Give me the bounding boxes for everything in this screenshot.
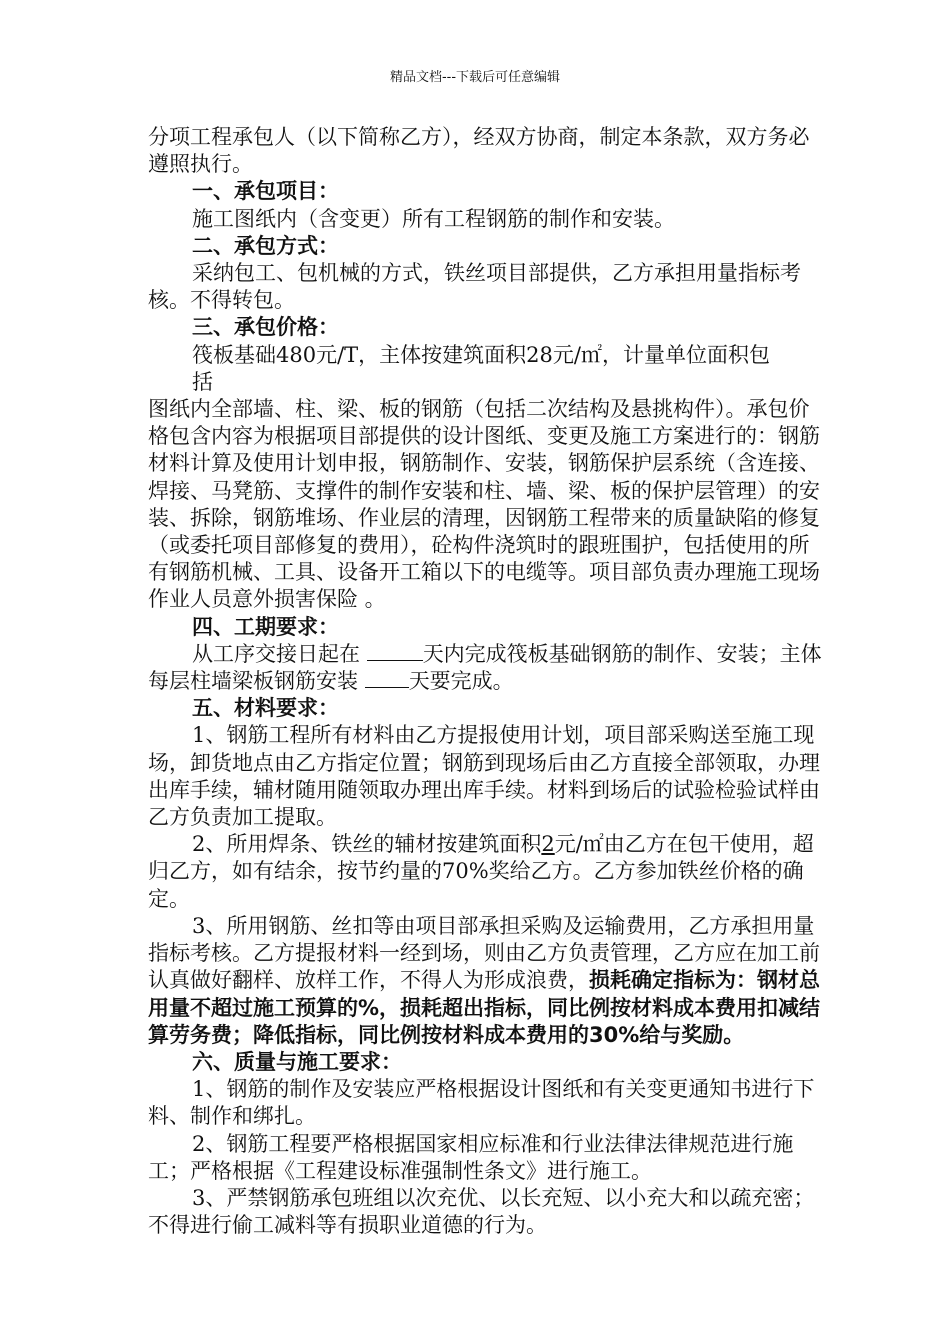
section-2-body: 采纳包工、包机械的方式，铁丝项目部提供，乙方承担用量指标考核。不得转包。 [148,261,801,313]
section-5-item-3 [148,913,828,1049]
schedule-text-1: 从工序交接日起在 [192,641,367,666]
days-blank-floor [365,669,409,688]
section-1-body: 施工图纸内（含变更）所有工程钢筋的制作和安装。 [192,206,675,231]
section-6-item-1: 1、钢筋的制作及安装应严格根据设计图纸和有关变更通知书进行下料、制作和绑扎。 [148,1077,815,1129]
loss-index-clause: 损耗确定指标为：钢材总用量不超过施工预算的%，损耗超出指标，同比例按材料成本费用扣减结算劳务费；降低指标，同比例按材料成本费用的30%给与奖励。 [148,968,821,1047]
section-1-title: 一、承包项目： [192,179,339,204]
section-2-title: 二、承包方式： [192,233,339,258]
schedule-text-2: 天内完成筏板基础钢筋的制作、安装；主体每层柱墙梁板钢筋安装 [148,641,822,694]
item-2-text-a: 2、所用焊条、铁丝的辅材按建筑面积 [192,832,542,857]
schedule-text-3: 天要完成。 [408,669,514,694]
section-3-body: 图纸内全部墙、柱、梁、板的钢筋（包括二次结构及悬挑构件）。承包价格包含内容为根据项目部提供的设计图纸、变更及施工方案进行的：钢筋材料计算及使用计划申报，钢筋制作、安装，钢筋保护层系统（含连接、焊接、马凳筋、支撑件的制作安装和柱、墙、梁、板的保护层管理）的安装、拆除，钢筋堆场、作业层的清理，因钢筋工程带来的质量缺陷的修复（或委托项目部修复的费用），砼构件浇筑时的跟班围护，包括使用的所有钢筋机械、工具、设备开工箱以下的电缆等。项目部负责办理施工现场作业人员意外损害保险 。 [148,397,820,612]
days-blank-foundation [367,642,423,661]
section-6-title: 六、质量与施工要求： [192,1049,402,1074]
section-5-item-2 [148,831,828,913]
item-3-text: 3、所用钢筋、丝扣等由项目部承担采购及运输费用，乙方承担用量指标考核。乙方提报材料一经到场，则由乙方负责管理，乙方应在加工前认真做好翻样、放样工作，不得人为形成浪费， [148,913,820,993]
document-body [148,124,828,1239]
intro-paragraph: 分项工程承包人（以下简称乙方），经双方协商，制定本条款，双方务必遵照执行。 [148,125,810,177]
section-3-title: 三、承包价格： [192,315,339,340]
item-2-text-b: 元/㎡由乙方在包干使用，超归乙方，如有结余，按节约量的70%奖给乙方。乙方参加铁丝价格的确定。 [148,832,814,911]
section-5-title: 五、材料要求： [192,696,339,721]
section-3-price-line: 筏板基础480元/T，主体按建筑面积28元/㎡，计量单位面积包括 [192,342,770,394]
section-4-title: 四、工期要求： [192,614,339,639]
section-6-item-2: 2、钢筋工程要严格根据国家相应标准和行业法律法律规范进行施工；严格根据《工程建设标准强制性条文》进行施工。 [148,1131,794,1183]
section-5-item-1: 1、钢筋工程所有材料由乙方提报使用计划，项目部采购送至施工现场，卸货地点由乙方指定位置；钢筋到现场后由乙方直接全部领取，办理出库手续，辅材随用随领取办理出库手续。材料到场后的试验检验试样由乙方负责加工提取。 [148,723,820,830]
page-header: 精品文档---下载后可任意编辑 [389,70,561,85]
section-6-item-3: 3、严禁钢筋承包班组以次充优、以长充短、以小充大和以疏充密；不得进行偷工减料等有损职业道德的行为。 [148,1185,815,1238]
item-2-rate: 2 [541,832,555,857]
section-4-body [148,641,828,695]
